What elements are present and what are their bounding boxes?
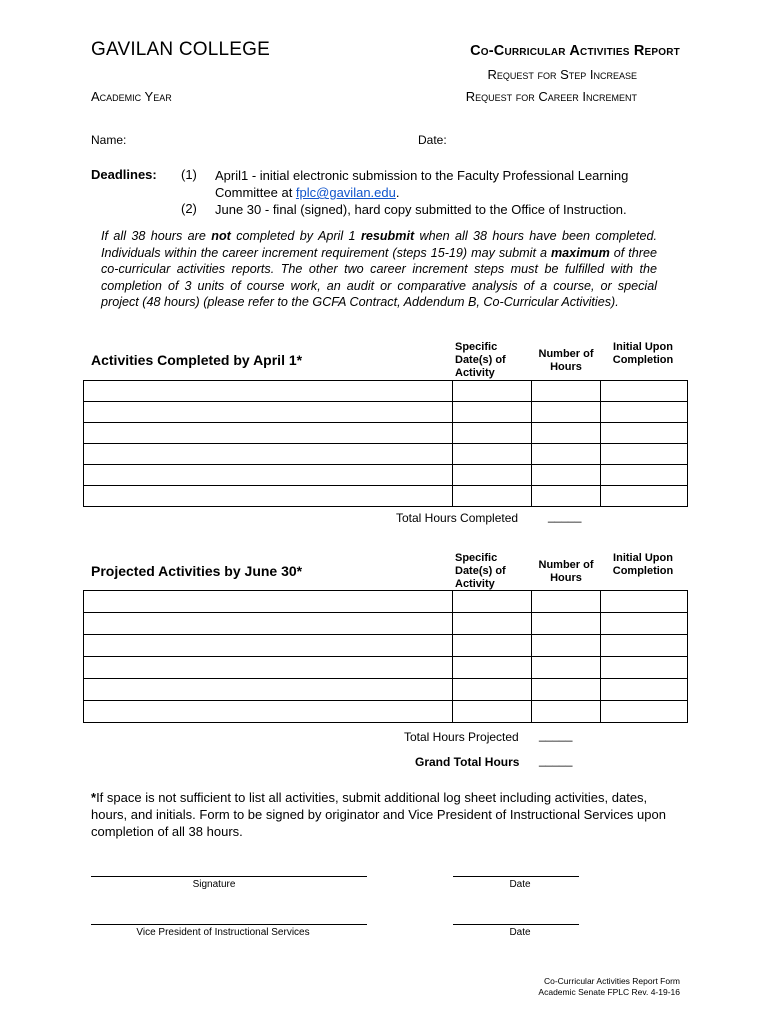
date-cell[interactable] <box>453 465 532 486</box>
instructions-text: If all 38 hours are <box>101 229 212 243</box>
initial-cell[interactable] <box>601 701 688 723</box>
instructions-text: of three co-curricular activities reports. The other two career increment steps must be fulfilled with the completion of 3 units of course work, an audit or comparative analysis of a course, or special project (48 hours) (please refer to the GCFA Contract, Addendum B, Co-Curricular Activities). <box>101 245 657 309</box>
deadlines-label: Deadlines: <box>91 167 157 182</box>
date-label-1: Date <box>509 879 531 890</box>
activity-cell[interactable] <box>84 402 453 423</box>
date-cell[interactable] <box>453 591 532 613</box>
hours-cell[interactable] <box>532 465 601 486</box>
vp-signature-label: Vice President of Instructional Services <box>136 927 310 938</box>
date-cell[interactable] <box>453 657 532 679</box>
vp-signature-line[interactable] <box>91 924 367 925</box>
academic-year-label: Academic Year <box>91 89 172 104</box>
activity-cell[interactable] <box>84 444 453 465</box>
hours-cell[interactable] <box>532 423 601 444</box>
hours-cell[interactable] <box>532 381 601 402</box>
section-projected-title: Projected Activities by June 30* <box>91 563 303 579</box>
initial-cell[interactable] <box>601 635 688 657</box>
footer-line-1: Co-Curricular Activities Report Form <box>543 976 680 986</box>
instructions-text: completed by April 1 <box>230 229 361 243</box>
request-step-increase: Request for Step Increase <box>487 67 637 82</box>
hours-cell[interactable] <box>532 486 601 507</box>
date-cell[interactable] <box>453 381 532 402</box>
activity-cell[interactable] <box>84 701 453 723</box>
table-row <box>84 635 688 657</box>
grand-total-label: Grand Total Hours <box>415 755 520 769</box>
date-cell[interactable] <box>453 679 532 701</box>
date-cell[interactable] <box>453 635 532 657</box>
activity-cell[interactable] <box>84 591 453 613</box>
table-row <box>84 465 688 486</box>
hours-cell[interactable] <box>532 444 601 465</box>
hours-cell[interactable] <box>532 657 601 679</box>
column-header-initial: Initial Upon Completion <box>612 552 674 577</box>
section-completed-title: Activities Completed by April 1* <box>91 352 303 368</box>
name-label: Name: <box>91 133 127 147</box>
activity-cell[interactable] <box>84 486 453 507</box>
table-row <box>84 701 688 723</box>
completed-activities-table <box>83 380 688 507</box>
activity-cell[interactable] <box>84 613 453 635</box>
activity-cell[interactable] <box>84 679 453 701</box>
table-row <box>84 657 688 679</box>
table-row <box>84 423 688 444</box>
column-header-hours: Number of Hours <box>538 348 594 373</box>
initial-cell[interactable] <box>601 657 688 679</box>
table-row <box>84 613 688 635</box>
email-link[interactable]: fplc@gavilan.edu <box>295 185 396 200</box>
hours-cell[interactable] <box>532 402 601 423</box>
hours-cell[interactable] <box>532 591 601 613</box>
table-row <box>84 444 688 465</box>
activity-cell[interactable] <box>84 635 453 657</box>
column-header-dates: Specific Date(s) of Activity <box>455 552 506 590</box>
instructions-text: when all 38 hours have been completed. Individuals within the career increment requirement (steps 15-19) may submit a <box>101 229 658 260</box>
grand-total-blank[interactable]: _____ <box>539 753 573 767</box>
initial-cell[interactable] <box>601 679 688 701</box>
activity-cell[interactable] <box>84 657 453 679</box>
date-line[interactable] <box>453 876 579 877</box>
total-projected-label: Total Hours Projected <box>404 730 519 744</box>
signature-line[interactable] <box>91 876 367 877</box>
signature-label: Signature <box>192 879 236 890</box>
activity-cell[interactable] <box>84 423 453 444</box>
hours-cell[interactable] <box>532 613 601 635</box>
date-cell[interactable] <box>453 423 532 444</box>
table-row <box>84 381 688 402</box>
initial-cell[interactable] <box>601 591 688 613</box>
hours-cell[interactable] <box>532 701 601 723</box>
initial-cell[interactable] <box>601 381 688 402</box>
footnote-star: * <box>91 790 97 805</box>
request-career-increment: Request for Career Increment <box>465 89 637 104</box>
date-label: Date: <box>418 133 447 147</box>
table-row <box>84 486 688 507</box>
table-row <box>84 402 688 423</box>
initial-cell[interactable] <box>601 465 688 486</box>
total-projected-blank[interactable]: _____ <box>539 728 573 742</box>
vp-date-line[interactable] <box>453 924 579 925</box>
hours-cell[interactable] <box>532 679 601 701</box>
initial-cell[interactable] <box>601 423 688 444</box>
emphasis-resubmit: resubmit <box>360 229 415 243</box>
footer <box>538 976 680 998</box>
deadline-number: (1) <box>181 167 197 182</box>
deadline-item <box>215 167 665 201</box>
emphasis-maximum: maximum <box>550 245 610 260</box>
date-cell[interactable] <box>453 701 532 723</box>
initial-cell[interactable] <box>601 402 688 423</box>
total-completed-label: Total Hours Completed <box>396 511 519 525</box>
date-cell[interactable] <box>453 613 532 635</box>
table-row <box>84 679 688 701</box>
activity-cell[interactable] <box>84 381 453 402</box>
hours-cell[interactable] <box>532 635 601 657</box>
date-cell[interactable] <box>453 444 532 465</box>
deadline-item: June 30 - final (signed), hard copy submitted to the Office of Instruction. <box>215 202 627 217</box>
emphasis-not: not <box>211 229 231 243</box>
total-completed-blank[interactable]: _____ <box>548 509 582 523</box>
column-header-hours: Number of Hours <box>538 559 594 584</box>
table-row <box>84 591 688 613</box>
date-cell[interactable] <box>453 486 532 507</box>
footer-line-2: Academic Senate FPLC Rev. 4-19-16 <box>538 987 680 997</box>
initial-cell[interactable] <box>601 613 688 635</box>
date-cell[interactable] <box>453 402 532 423</box>
projected-activities-table <box>83 590 688 723</box>
college-name: GAVILAN COLLEGE <box>91 39 270 60</box>
initial-cell[interactable] <box>601 444 688 465</box>
deadline-text-end: . <box>395 185 400 200</box>
date-label-2: Date <box>509 927 531 938</box>
deadline-number: (2) <box>181 201 197 216</box>
footnote <box>91 789 666 840</box>
deadline-text: April1 - initial electronic submission to the Faculty Professional Learning Committee at <box>215 168 629 200</box>
column-header-initial: Initial Upon Completion <box>612 341 674 366</box>
initial-cell[interactable] <box>601 486 688 507</box>
activity-cell[interactable] <box>84 465 453 486</box>
footnote-text: If space is not sufficient to list all activities, submit additional log sheet including activities, dates, hours, and initials. Form to be signed by originator and Vice President of Instructional Services upon completion of all 38 hours. <box>91 790 666 839</box>
column-header-dates: Specific Date(s) of Activity <box>455 341 506 379</box>
instructions-paragraph <box>101 228 657 311</box>
report-title: Co-Curricular Activities Report <box>470 43 680 59</box>
